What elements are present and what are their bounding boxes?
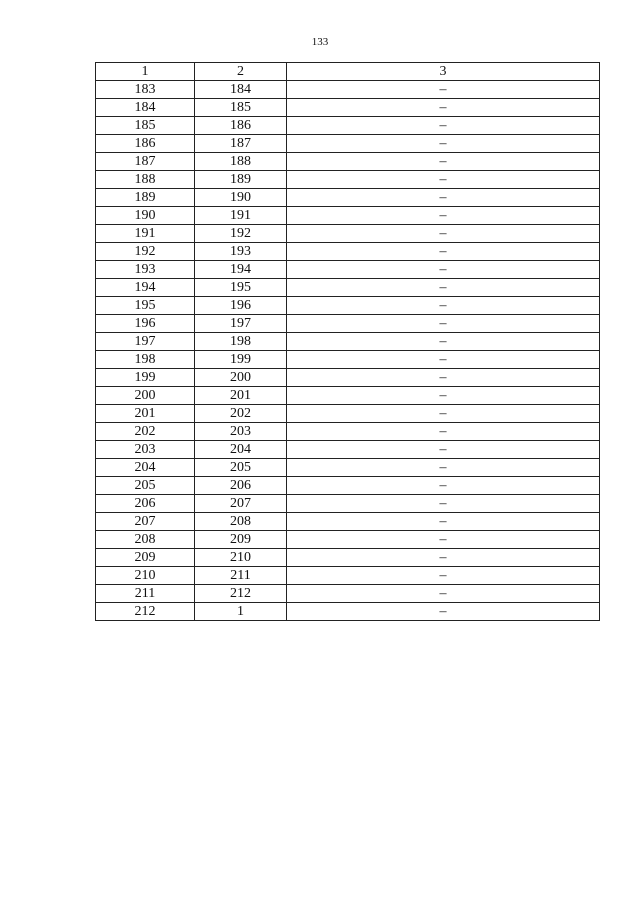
table-cell-col-2: 201	[195, 387, 287, 405]
table-cell-col-2: 209	[195, 531, 287, 549]
table-cell-col-1: 209	[96, 549, 195, 567]
table-cell-col-1: 205	[96, 477, 195, 495]
table-row	[96, 207, 600, 225]
table-cell-col-1: 207	[96, 513, 195, 531]
table-row	[96, 135, 600, 153]
table-row	[96, 243, 600, 261]
table-cell-col-3: –	[287, 153, 600, 171]
table-row	[96, 549, 600, 567]
table-cell-col-3: –	[287, 405, 600, 423]
table-row	[96, 333, 600, 351]
table-cell-col-3: –	[287, 549, 600, 567]
table-cell-col-2: 186	[195, 117, 287, 135]
table-cell-col-2: 196	[195, 297, 287, 315]
table-row	[96, 189, 600, 207]
table-cell-col-1: 190	[96, 207, 195, 225]
table-cell-col-2: 189	[195, 171, 287, 189]
table-cell-col-2: 211	[195, 567, 287, 585]
table-cell-col-1: 200	[96, 387, 195, 405]
table-cell-col-1: 206	[96, 495, 195, 513]
table-row	[96, 513, 600, 531]
table-cell-col-1: 195	[96, 297, 195, 315]
table-cell-col-3: –	[287, 603, 600, 621]
table-cell-col-2: 206	[195, 477, 287, 495]
table-row	[96, 369, 600, 387]
table-cell-col-3: –	[287, 225, 600, 243]
table-cell-col-3: –	[287, 351, 600, 369]
table-body	[96, 81, 600, 621]
table-cell-col-3: –	[287, 333, 600, 351]
table-cell-col-3: –	[287, 585, 600, 603]
table-cell-col-2: 184	[195, 81, 287, 99]
table-row	[96, 477, 600, 495]
table-cell-col-2: 187	[195, 135, 287, 153]
table-cell-col-1: 212	[96, 603, 195, 621]
table-cell-col-1: 196	[96, 315, 195, 333]
table-cell-col-1: 203	[96, 441, 195, 459]
table-cell-col-1: 188	[96, 171, 195, 189]
table-cell-col-1: 202	[96, 423, 195, 441]
table-cell-col-2: 205	[195, 459, 287, 477]
table-row	[96, 423, 600, 441]
table-cell-col-3: –	[287, 441, 600, 459]
table-cell-col-1: 208	[96, 531, 195, 549]
table-row	[96, 495, 600, 513]
table-cell-col-2: 188	[195, 153, 287, 171]
table-row	[96, 459, 600, 477]
table-cell-col-2: 199	[195, 351, 287, 369]
table-cell-col-1: 189	[96, 189, 195, 207]
table-row	[96, 171, 600, 189]
table-cell-col-3: –	[287, 279, 600, 297]
table-row	[96, 351, 600, 369]
table-cell-col-1: 210	[96, 567, 195, 585]
column-header-1: 1	[96, 63, 195, 81]
table-cell-col-1: 201	[96, 405, 195, 423]
table-cell-col-2: 185	[195, 99, 287, 117]
table-cell-col-2: 193	[195, 243, 287, 261]
table-cell-col-1: 193	[96, 261, 195, 279]
table-cell-col-2: 204	[195, 441, 287, 459]
table-row	[96, 261, 600, 279]
table-row	[96, 567, 600, 585]
table-cell-col-2: 1	[195, 603, 287, 621]
table-cell-col-2: 208	[195, 513, 287, 531]
table-cell-col-2: 210	[195, 549, 287, 567]
table-cell-col-1: 185	[96, 117, 195, 135]
table-cell-col-2: 202	[195, 405, 287, 423]
column-header-2: 2	[195, 63, 287, 81]
table-cell-col-3: –	[287, 297, 600, 315]
table-cell-col-3: –	[287, 495, 600, 513]
table-cell-col-1: 211	[96, 585, 195, 603]
table-cell-col-1: 192	[96, 243, 195, 261]
table-cell-col-1: 194	[96, 279, 195, 297]
table-cell-col-3: –	[287, 315, 600, 333]
table-cell-col-2: 203	[195, 423, 287, 441]
table-cell-col-3: –	[287, 459, 600, 477]
table-row	[96, 153, 600, 171]
table-row	[96, 279, 600, 297]
table-cell-col-3: –	[287, 423, 600, 441]
table-row	[96, 585, 600, 603]
table-cell-col-1: 186	[96, 135, 195, 153]
table-cell-col-2: 195	[195, 279, 287, 297]
table-row	[96, 99, 600, 117]
table-cell-col-2: 197	[195, 315, 287, 333]
table-cell-col-2: 191	[195, 207, 287, 225]
table-cell-col-1: 197	[96, 333, 195, 351]
page-number: 133	[311, 36, 329, 48]
table-cell-col-3: –	[287, 477, 600, 495]
table-cell-col-3: –	[287, 531, 600, 549]
table-row	[96, 315, 600, 333]
table-header-row	[96, 63, 600, 81]
table-row	[96, 117, 600, 135]
table-cell-col-1: 198	[96, 351, 195, 369]
table-cell-col-3: –	[287, 207, 600, 225]
table-cell-col-1: 191	[96, 225, 195, 243]
table-row	[96, 297, 600, 315]
table-cell-col-1: 184	[96, 99, 195, 117]
table-cell-col-2: 194	[195, 261, 287, 279]
table-row	[96, 225, 600, 243]
column-header-3: 3	[287, 63, 600, 81]
table-cell-col-2: 190	[195, 189, 287, 207]
table-cell-col-3: –	[287, 369, 600, 387]
table-cell-col-3: –	[287, 189, 600, 207]
table-cell-col-1: 199	[96, 369, 195, 387]
table-cell-col-3: –	[287, 117, 600, 135]
table-row	[96, 405, 600, 423]
table-row	[96, 81, 600, 99]
table-cell-col-1: 183	[96, 81, 195, 99]
table-cell-col-2: 207	[195, 495, 287, 513]
table-cell-col-2: 192	[195, 225, 287, 243]
table-cell-col-3: –	[287, 99, 600, 117]
table-cell-col-3: –	[287, 387, 600, 405]
table-cell-col-3: –	[287, 81, 600, 99]
table-cell-col-3: –	[287, 261, 600, 279]
table-cell-col-3: –	[287, 243, 600, 261]
table-cell-col-3: –	[287, 567, 600, 585]
table-cell-col-1: 187	[96, 153, 195, 171]
table-row	[96, 387, 600, 405]
table-row	[96, 531, 600, 549]
table-cell-col-3: –	[287, 135, 600, 153]
table-cell-col-2: 198	[195, 333, 287, 351]
table-row	[96, 441, 600, 459]
data-table	[95, 62, 600, 621]
table-row	[96, 603, 600, 621]
table-cell-col-2: 200	[195, 369, 287, 387]
table-cell-col-3: –	[287, 513, 600, 531]
table-cell-col-1: 204	[96, 459, 195, 477]
table-cell-col-2: 212	[195, 585, 287, 603]
table-cell-col-3: –	[287, 171, 600, 189]
